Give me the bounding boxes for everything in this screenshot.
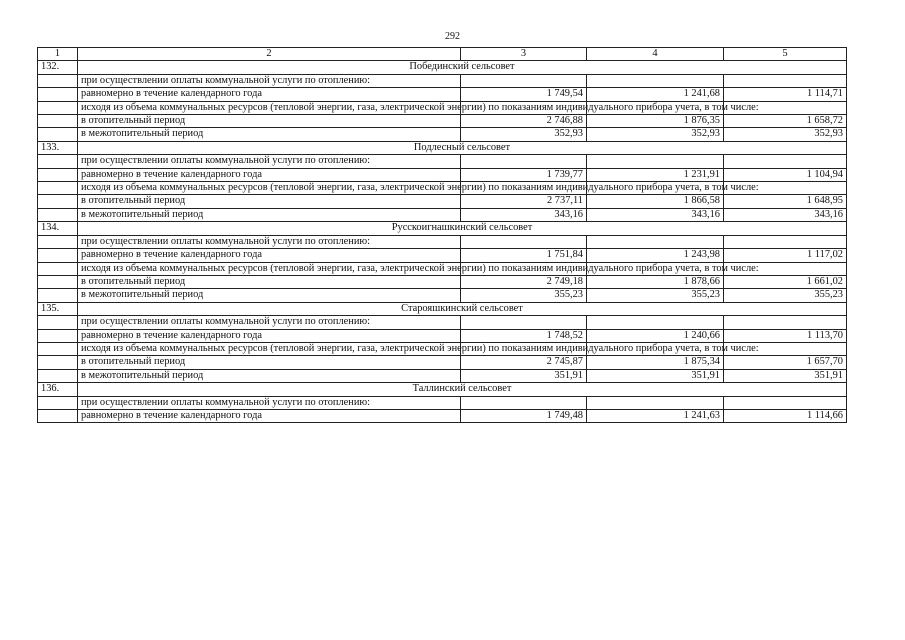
value-cell-col4: 1 231,91 (587, 168, 724, 181)
header-row (38, 48, 847, 61)
table-row (38, 409, 847, 422)
row-label: в отопительный период (78, 275, 461, 288)
value-cell-col3: 1 749,48 (461, 409, 587, 422)
value-cell-col5: 351,91 (724, 369, 847, 382)
row-number-cell (38, 356, 78, 369)
value-cell-col5: 1 648,95 (724, 195, 847, 208)
table-row (38, 235, 847, 248)
value-cell-col5: 1 658,72 (724, 115, 847, 128)
column-header-1: 1 (38, 48, 78, 61)
value-cell-col3: 343,16 (461, 208, 587, 221)
value-cell-col4: 1 876,35 (587, 115, 724, 128)
section-number: 134. (38, 222, 78, 235)
table-row (38, 396, 847, 409)
row-label: в отопительный период (78, 115, 461, 128)
value-cell-col5: 352,93 (724, 128, 847, 141)
table-row (38, 316, 847, 329)
row-label: равномерно в течение календарного года (78, 409, 461, 422)
row-label: в межотопительный период (78, 208, 461, 221)
value-cell-col4: 1 240,66 (587, 329, 724, 342)
row-number-cell (38, 195, 78, 208)
section-name: Русскоигнашкинский сельсовет (78, 222, 847, 235)
row-label: в отопительный период (78, 195, 461, 208)
row-label: в межотопительный период (78, 289, 461, 302)
row-number-cell (38, 182, 78, 195)
table-row (38, 128, 847, 141)
section-row (38, 141, 847, 154)
table-row (38, 88, 847, 101)
row-number-cell (38, 396, 78, 409)
value-cell-col3: 1 748,52 (461, 329, 587, 342)
table-row (38, 369, 847, 382)
value-cell-col4 (587, 316, 724, 329)
section-number: 133. (38, 141, 78, 154)
value-cell-col4: 1 875,34 (587, 356, 724, 369)
table-row (38, 262, 847, 275)
value-cell-col3 (461, 74, 587, 87)
value-cell-col5: 1 114,66 (724, 409, 847, 422)
value-cell-col4: 1 243,98 (587, 249, 724, 262)
row-label: при осуществлении оплаты коммунальной услуги по отоплению: (78, 74, 461, 87)
row-number-cell (38, 342, 78, 355)
value-cell-col4: 1 241,63 (587, 409, 724, 422)
row-label: в межотопительный период (78, 128, 461, 141)
section-number: 136. (38, 383, 78, 396)
row-number-cell (38, 74, 78, 87)
value-cell-col3: 352,93 (461, 128, 587, 141)
value-cell-col3: 2 745,87 (461, 356, 587, 369)
row-number-cell (38, 115, 78, 128)
value-cell-col4 (587, 396, 724, 409)
row-number-cell (38, 409, 78, 422)
row-number-cell (38, 235, 78, 248)
value-cell-col5: 1 104,94 (724, 168, 847, 181)
row-label: равномерно в течение календарного года (78, 88, 461, 101)
table-row (38, 115, 847, 128)
value-cell-col3: 2 737,11 (461, 195, 587, 208)
value-cell-col3: 1 739,77 (461, 168, 587, 181)
value-cell-col3: 1 751,84 (461, 249, 587, 262)
row-number-cell (38, 369, 78, 382)
value-cell-col4: 1 866,58 (587, 195, 724, 208)
row-number-cell (38, 249, 78, 262)
value-cell-col4: 1 878,66 (587, 275, 724, 288)
table-row (38, 342, 847, 355)
value-cell-col4: 352,93 (587, 128, 724, 141)
value-cell-col4: 343,16 (587, 208, 724, 221)
column-header-3: 3 (461, 48, 587, 61)
value-cell-col3: 351,91 (461, 369, 587, 382)
value-cell-col3: 1 749,54 (461, 88, 587, 101)
value-cell-col5: 1 661,02 (724, 275, 847, 288)
column-header-2: 2 (78, 48, 461, 61)
tariff-table (37, 47, 847, 423)
row-label: исходя из объема коммунальных ресурсов (тепловой энергии, газа, электрической энергии) по показаниям индивидуального прибора учета, в том числе: (78, 101, 461, 114)
section-name: Подлесный сельсовет (78, 141, 847, 154)
section-number: 135. (38, 302, 78, 315)
row-label: в отопительный период (78, 356, 461, 369)
row-label: в межотопительный период (78, 369, 461, 382)
value-cell-col5: 1 114,71 (724, 88, 847, 101)
value-cell-col5: 1 113,70 (724, 329, 847, 342)
section-number: 132. (38, 61, 78, 74)
section-row (38, 383, 847, 396)
column-header-5: 5 (724, 48, 847, 61)
value-cell-col5 (724, 155, 847, 168)
row-number-cell (38, 208, 78, 221)
row-label: равномерно в течение календарного года (78, 329, 461, 342)
row-number-cell (38, 88, 78, 101)
table-row (38, 168, 847, 181)
column-header-4: 4 (587, 48, 724, 61)
table-row (38, 356, 847, 369)
value-cell-col4: 355,23 (587, 289, 724, 302)
row-label: при осуществлении оплаты коммунальной услуги по отоплению: (78, 396, 461, 409)
row-number-cell (38, 275, 78, 288)
table-row (38, 289, 847, 302)
value-cell-col5: 1 117,02 (724, 249, 847, 262)
value-cell-col4: 351,91 (587, 369, 724, 382)
table-row (38, 182, 847, 195)
value-cell-col5 (724, 235, 847, 248)
row-label: при осуществлении оплаты коммунальной услуги по отоплению: (78, 235, 461, 248)
row-label: равномерно в течение календарного года (78, 249, 461, 262)
row-label: исходя из объема коммунальных ресурсов (тепловой энергии, газа, электрической энергии) по показаниям индивидуального прибора учета, в том числе: (78, 342, 461, 355)
value-cell-col5: 343,16 (724, 208, 847, 221)
row-number-cell (38, 329, 78, 342)
value-cell-col3 (461, 155, 587, 168)
section-name: Побединский сельсовет (78, 61, 847, 74)
row-number-cell (38, 316, 78, 329)
table-row (38, 101, 847, 114)
row-number-cell (38, 262, 78, 275)
row-number-cell (38, 128, 78, 141)
table-row (38, 74, 847, 87)
value-cell-col4 (587, 74, 724, 87)
value-cell-col3: 2 749,18 (461, 275, 587, 288)
row-number-cell (38, 289, 78, 302)
value-cell-col5 (724, 74, 847, 87)
value-cell-col4 (587, 235, 724, 248)
section-name: Таллинский сельсовет (78, 383, 847, 396)
value-cell-col3 (461, 316, 587, 329)
value-cell-col3: 2 746,88 (461, 115, 587, 128)
row-label: при осуществлении оплаты коммунальной услуги по отоплению: (78, 155, 461, 168)
page-number: 292 (445, 31, 460, 42)
value-cell-col5 (724, 396, 847, 409)
table-row (38, 195, 847, 208)
table-row (38, 249, 847, 262)
section-row (38, 222, 847, 235)
table-row (38, 329, 847, 342)
section-row (38, 61, 847, 74)
row-number-cell (38, 168, 78, 181)
section-name: Старояшкинский сельсовет (78, 302, 847, 315)
value-cell-col3 (461, 396, 587, 409)
value-cell-col3 (461, 235, 587, 248)
table-row (38, 155, 847, 168)
row-number-cell (38, 101, 78, 114)
value-cell-col3: 355,23 (461, 289, 587, 302)
row-label: равномерно в течение календарного года (78, 168, 461, 181)
row-label: исходя из объема коммунальных ресурсов (тепловой энергии, газа, электрической энергии) по показаниям индивидуального прибора учета, в том числе: (78, 262, 461, 275)
value-cell-col4: 1 241,68 (587, 88, 724, 101)
table-row (38, 208, 847, 221)
row-label: исходя из объема коммунальных ресурсов (тепловой энергии, газа, электрической энергии) по показаниям индивидуального прибора учета, в том числе: (78, 182, 461, 195)
value-cell-col5 (724, 316, 847, 329)
value-cell-col4 (587, 155, 724, 168)
value-cell-col5: 355,23 (724, 289, 847, 302)
row-number-cell (38, 155, 78, 168)
section-row (38, 302, 847, 315)
value-cell-col5: 1 657,70 (724, 356, 847, 369)
table-row (38, 275, 847, 288)
row-label: при осуществлении оплаты коммунальной услуги по отоплению: (78, 316, 461, 329)
